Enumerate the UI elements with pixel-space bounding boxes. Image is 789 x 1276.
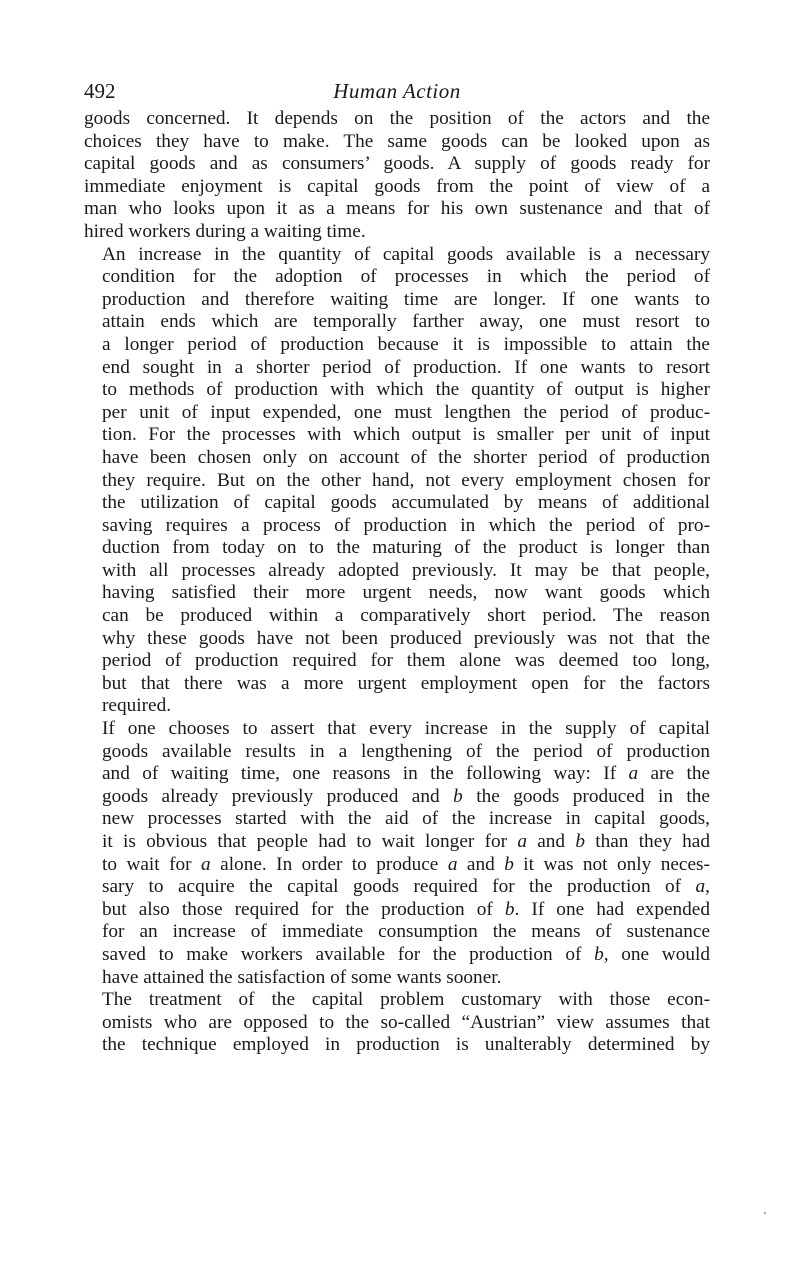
text-fragment: it is obvious that people had to wait longer for bbox=[102, 831, 508, 852]
text-line bbox=[84, 944, 710, 967]
variable-a: a bbox=[628, 763, 639, 785]
text-line: for an increase of immediate consumption the means of sustenance bbox=[102, 921, 710, 943]
text-fragment: it was not only neces- bbox=[523, 853, 710, 875]
text-fragment: and of waiting time, one reasons in the following way: If bbox=[102, 763, 617, 785]
page-number: 492 bbox=[84, 79, 116, 103]
text-line: tion. For the processes with which output is smaller per unit of input bbox=[102, 424, 710, 446]
variable-a: a bbox=[695, 876, 706, 898]
text-fragment: alone. In order to produce bbox=[220, 853, 439, 875]
text-line: omists who are opposed to the so-called “Austrian” view assumes that bbox=[102, 1011, 710, 1033]
book-page bbox=[84, 78, 710, 1057]
text-line: with all processes already adopted previously. It may be that people, bbox=[102, 559, 710, 581]
text-line: new processes started with the aid of the increase in capital goods, bbox=[102, 808, 710, 830]
paragraph-1 bbox=[84, 108, 710, 244]
text-line: The treatment of the capital problem customary with those econ- bbox=[102, 989, 710, 1011]
text-fragment: than they had bbox=[595, 831, 710, 852]
text-line: goods available results in a lengthening of the period of production bbox=[102, 740, 710, 762]
running-title: Human Action bbox=[333, 79, 461, 103]
text-fragment: and bbox=[537, 831, 566, 852]
text-line: they require. But on the other hand, not every employment chosen for bbox=[102, 469, 710, 491]
text-line: production and therefore waiting time are longer. If one wants to bbox=[102, 288, 710, 310]
text-line: immediate enjoyment is capital goods from the point of view of a bbox=[84, 175, 710, 197]
text-line: a longer period of production because it is impossible to attain the bbox=[102, 333, 710, 355]
variable-b: b bbox=[453, 785, 463, 807]
text-fragment: goods already previously produced and bbox=[102, 785, 440, 807]
text-line: the utilization of capital goods accumulated by means of additional bbox=[102, 492, 710, 514]
text-line: can be produced within a comparatively short period. The reason bbox=[102, 605, 710, 627]
paragraph-3 bbox=[84, 718, 710, 989]
text-line: hired workers during a waiting time. bbox=[84, 220, 366, 242]
paragraph-4 bbox=[84, 989, 710, 1057]
text-line bbox=[84, 786, 710, 809]
text-line: having satisfied their more urgent needs, now want goods which bbox=[102, 582, 710, 604]
text-line: man who looks upon it as a means for his own sustenance and that of bbox=[84, 198, 710, 220]
text-line: condition for the adoption of processes in which the period of bbox=[102, 266, 710, 288]
text-line: per unit of input expended, one must lengthen the period of produc- bbox=[102, 401, 710, 423]
text-fragment: sary to acquire the capital goods required for the production of bbox=[102, 876, 682, 898]
variable-a: a bbox=[201, 853, 211, 875]
text-line: period of production required for them alone was deemed too long, bbox=[102, 650, 710, 672]
text-fragment: to wait for bbox=[102, 853, 192, 875]
text-line bbox=[84, 899, 710, 922]
page-speck bbox=[764, 1212, 766, 1214]
text-line: but that there was a more urgent employment open for the factors bbox=[102, 672, 710, 694]
variable-b: b bbox=[575, 831, 585, 852]
body-text bbox=[84, 108, 710, 1057]
text-line: to methods of production with which the quantity of output is higher bbox=[102, 379, 710, 401]
text-line: required. bbox=[102, 695, 172, 717]
text-line: goods concerned. It depends on the position of the actors and the bbox=[84, 108, 710, 129]
text-fragment: saved to make workers available for the production of bbox=[102, 943, 582, 965]
text-line bbox=[84, 831, 710, 854]
text-line: attain ends which are temporally farther away, one must resort to bbox=[102, 311, 710, 333]
text-line: have been chosen only on account of the shorter period of production bbox=[102, 446, 710, 468]
text-fragment: . If one had expended bbox=[514, 898, 711, 920]
text-line: end sought in a shorter period of production. If one wants to resort bbox=[102, 356, 710, 378]
text-line: duction from today on to the maturing of the product is longer than bbox=[102, 537, 710, 559]
variable-b: b bbox=[504, 898, 515, 920]
text-line bbox=[84, 854, 710, 877]
text-line: If one chooses to assert that every increase in the supply of capital bbox=[102, 718, 710, 740]
text-line: sary to acquire the capital goods required for the production of a, bbox=[102, 876, 710, 898]
text-fragment: , one would bbox=[603, 943, 710, 965]
text-line bbox=[84, 763, 710, 786]
variable-a: a bbox=[447, 853, 458, 875]
text-line: have attained the satisfaction of some wants sooner. bbox=[102, 966, 502, 988]
text-line: choices they have to make. The same goods can be looked upon as bbox=[84, 130, 710, 152]
text-fragment: the goods produced in the bbox=[476, 785, 710, 807]
text-fragment: are the bbox=[650, 763, 711, 785]
text-line: An increase in the quantity of capital goods available is a necessary bbox=[102, 243, 710, 265]
text-line: the technique employed in production is unalterably determined by bbox=[102, 1034, 710, 1056]
text-line: why these goods have not been produced previously was not that the bbox=[102, 627, 710, 649]
text-fragment: but also those required for the production of bbox=[102, 898, 493, 920]
paragraph-2 bbox=[84, 244, 710, 718]
text-line: capital goods and as consumers’ goods. A supply of goods ready for bbox=[84, 153, 710, 175]
text-line: saving requires a process of production in which the period of pro- bbox=[102, 514, 710, 536]
running-head bbox=[84, 78, 710, 104]
text-fragment: and bbox=[466, 853, 495, 875]
variable-b: b bbox=[504, 853, 514, 875]
variable-a: a bbox=[517, 831, 527, 852]
variable-b: b bbox=[594, 943, 604, 965]
